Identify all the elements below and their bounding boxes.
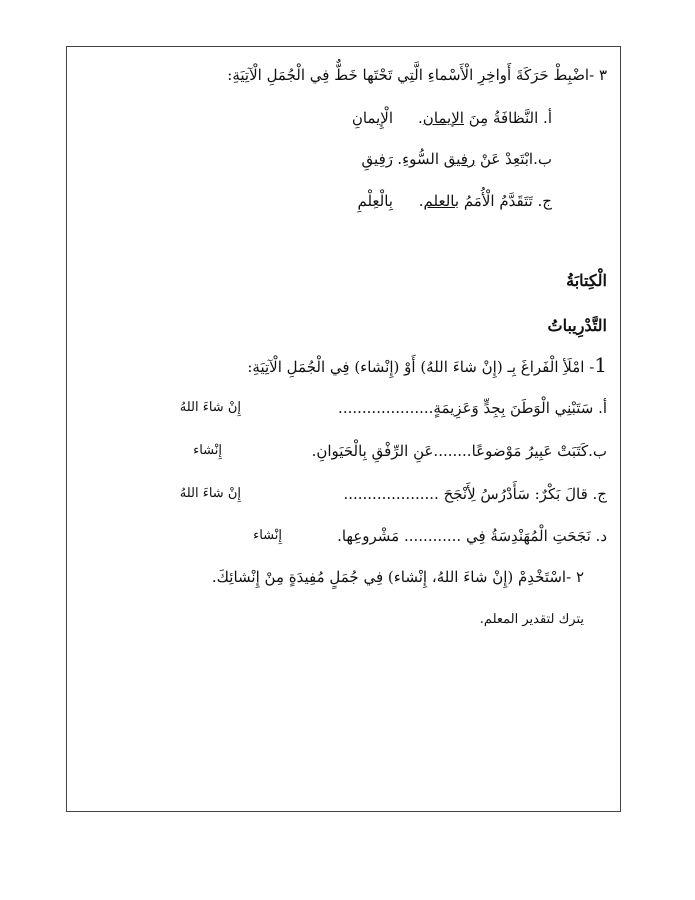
- item-a-suffix: .: [418, 109, 423, 127]
- q1-item-d: د. نَجَحَتِ الْمُهَنْدِسَةُ فِي ............ مَشْروعِها.: [337, 527, 607, 545]
- q1-item-b: ب.كَتَبَتْ عَبِيرُ مَوْضوعًا........عَنِ الرِّفْقِ بِالْحَيَوانِ.: [311, 442, 607, 460]
- drills-heading: التَّدْرِيباتُ: [547, 316, 607, 335]
- section3-answer-c: بِالْعِلْمِ: [357, 192, 393, 210]
- q1-text: - امْلَأِ الْفَراغَ بِـ (إِنْ شاءَ اللهُ) أَوْ (إِنْشاء) فِي الْجُمَلِ الْآتِيَةِ:: [247, 358, 595, 376]
- item-b-suffix: السُّوءِ.: [397, 150, 444, 168]
- q2-note: يترك لتقدير المعلم.: [479, 612, 584, 627]
- q1-answer-c: إِنْ شاءَ اللهُ: [179, 486, 241, 501]
- section3-answer-b: رَفِيقِ: [361, 150, 393, 168]
- item-c-underlined: بالعلم: [423, 192, 460, 210]
- section3-item-b: [397, 148, 552, 170]
- q1-answer-a: إِنْ شاءَ اللهُ: [179, 400, 241, 415]
- item-c-suffix: .: [418, 192, 424, 210]
- q2-instruction: ٢ -اسْتَخْدِمْ (إِنْ شاءَ اللهُ، إِنْشاء) فِي جُمَلٍ مُفِيدَةٍ مِنْ إِنْشائِكَ.: [211, 568, 584, 586]
- item-a-text: أ. النَّظافَةُ مِنَ: [463, 109, 552, 127]
- item-b-text: ب.ابْتَعِدْ عَنْ: [475, 150, 552, 168]
- item-b-underlined: رفيق: [443, 150, 476, 168]
- writing-heading: الْكِتابَةُ: [566, 271, 607, 290]
- section3-answer-a: الْإِيمانِ: [351, 109, 393, 127]
- q1-item-a: أ. سَتَبْنِي الْوَطَنَ بِجِدٍّ وَعَزِيمَةٍ....................: [338, 399, 607, 417]
- section3-item-c: [419, 190, 552, 212]
- section3-item-a: [418, 107, 552, 129]
- section3-title: ٣ -اضْبِطْ حَرَكَةَ أَواخِرِ الْأَسْماءِ الَّتِي تَحْتَها خَطٌّ فِي الْجُمَلِ الْآتِيَةِ:: [227, 66, 607, 84]
- item-a-underlined: الإيمان: [422, 109, 464, 127]
- item-c-text: ج. تَتَقَدَّمُ الْأُمَمُ: [459, 192, 552, 210]
- q1-item-c: ج. قالَ بَكْرٌ: سَأَدْرُسُ لِأَنْجَحَ ....................: [343, 485, 607, 503]
- q1-instruction: [247, 354, 607, 378]
- q1-answer-b: إِنْشاء: [193, 443, 222, 458]
- q1-number: 1: [594, 353, 607, 377]
- q1-answer-d: إِنْشاء: [253, 528, 282, 543]
